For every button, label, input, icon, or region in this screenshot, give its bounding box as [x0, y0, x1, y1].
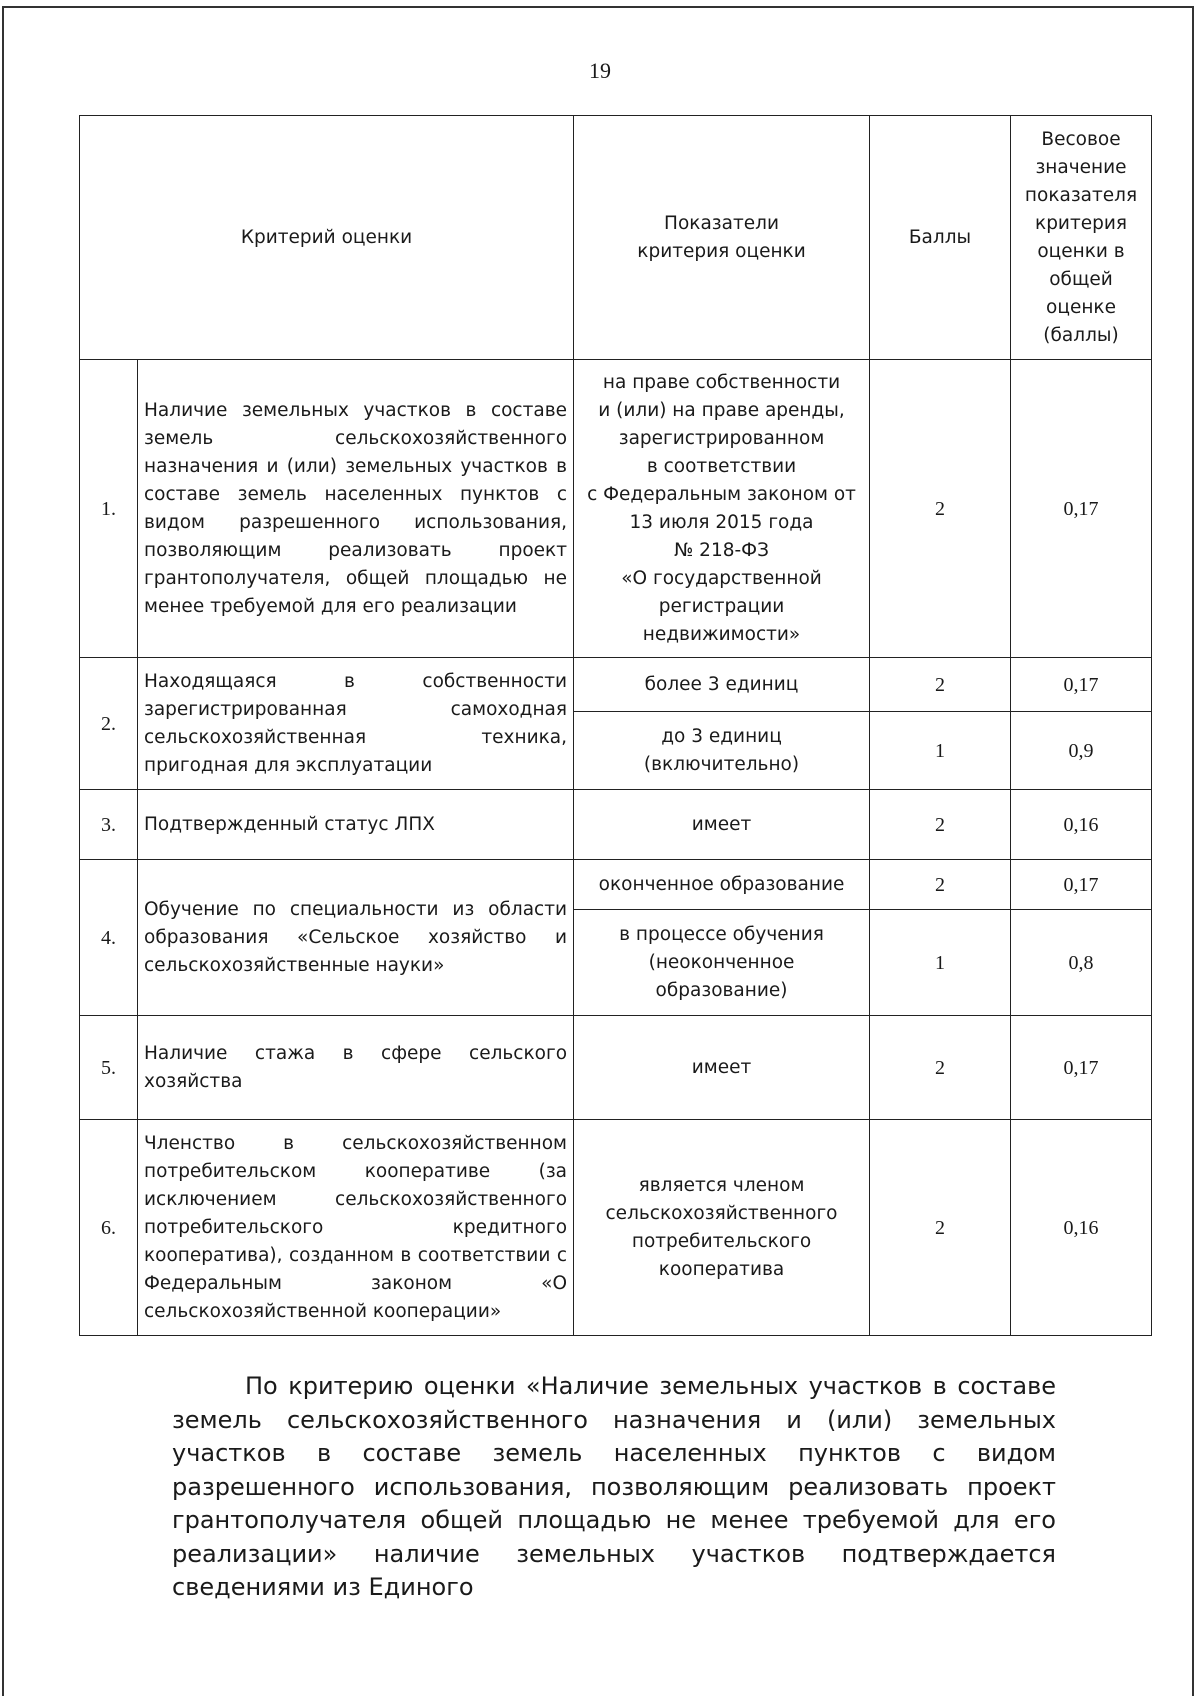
weight-cell: 0,17 [1011, 658, 1152, 712]
weight-cell: 0,8 [1011, 910, 1152, 1016]
weight-cell: 0,16 [1011, 790, 1152, 860]
weight-cell: 0,16 [1011, 1120, 1152, 1336]
indicator-cell: оконченное образование [574, 860, 870, 910]
criterion-cell: Подтвержденный статус ЛПХ [138, 790, 574, 860]
weight-cell: 0,9 [1011, 712, 1152, 790]
indicator-cell: является членом сельскохозяйственного потребительского кооператива [574, 1120, 870, 1336]
points-cell: 1 [870, 910, 1011, 1016]
table-row [80, 1120, 1152, 1336]
table-row [80, 860, 1152, 910]
body-paragraph: По критерию оценки «Наличие земельных участков в составе земель сельскохозяйственного назначения и (или) земельных участков в составе земель населенных пунктов с видом разрешенного использования, позволяющим реализовать проект грантополучателя общей площадью не менее требуемой для его реализации» наличие земельных участков подтверждается сведениями из Единого [172, 1372, 1056, 1601]
indicator-cell: более 3 единиц [574, 658, 870, 712]
row-number: 4. [80, 860, 138, 1016]
points-cell: 2 [870, 790, 1011, 860]
row-number: 6. [80, 1120, 138, 1336]
table-row [80, 1016, 1152, 1120]
weight-cell: 0,17 [1011, 1016, 1152, 1120]
points-cell: 2 [870, 1016, 1011, 1120]
indicator-cell: на праве собственности и (или) на праве аренды, зарегистрированном в соответствии с Федеральным законом от 13 июля 2015 года № 218-ФЗ «О государственной регистрации недвижимости» [574, 360, 870, 658]
criterion-cell: Находящаяся в собственности зарегистрированная самоходная сельскохозяйственная техника, пригодная для эксплуатации [138, 658, 574, 790]
table-body [80, 360, 1152, 1336]
header-points: Баллы [870, 116, 1011, 360]
criterion-cell: Наличие стажа в сфере сельского хозяйства [138, 1016, 574, 1120]
indicator-cell: в процессе обучения (неоконченное образование) [574, 910, 870, 1016]
weight-cell: 0,17 [1011, 360, 1152, 658]
points-cell: 1 [870, 712, 1011, 790]
points-cell: 2 [870, 1120, 1011, 1336]
table-header-row [80, 116, 1152, 360]
row-number: 3. [80, 790, 138, 860]
indicator-cell: до 3 единиц (включительно) [574, 712, 870, 790]
header-weight: Весовое значение показателя критерия оценки в общей оценке (баллы) [1011, 116, 1152, 360]
criterion-cell: Обучение по специальности из области образования «Сельское хозяйство и сельскохозяйственные науки» [138, 860, 574, 1016]
points-cell: 2 [870, 860, 1011, 910]
points-cell: 2 [870, 360, 1011, 658]
table-row [80, 658, 1152, 712]
indicator-cell: имеет [574, 790, 870, 860]
table-row [80, 360, 1152, 658]
table-row [80, 790, 1152, 860]
criterion-cell: Членство в сельскохозяйственном потребительском кооперативе (за исключением сельскохозяйственного потребительского кредитного кооператива), созданном в соответствии с Федеральным законом «О сельскохозяйственной кооперации» [138, 1120, 574, 1336]
row-number: 1. [80, 360, 138, 658]
criterion-cell: Наличие земельных участков в составе земель сельскохозяйственного назначения и (или) земельных участков в составе земель населенных пунктов с видом разрешенного использования, позволяющим реализовать проект грантополучателя, общей площадью не менее требуемой для его реализации [138, 360, 574, 658]
row-number: 2. [80, 658, 138, 790]
header-criterion: Критерий оценки [80, 116, 574, 360]
row-number: 5. [80, 1016, 138, 1120]
page-number: 19 [589, 58, 611, 83]
weight-cell: 0,17 [1011, 860, 1152, 910]
indicator-cell: имеет [574, 1016, 870, 1120]
criteria-table [79, 115, 1152, 1336]
header-indicators: Показатели критерия оценки [574, 116, 870, 360]
points-cell: 2 [870, 658, 1011, 712]
